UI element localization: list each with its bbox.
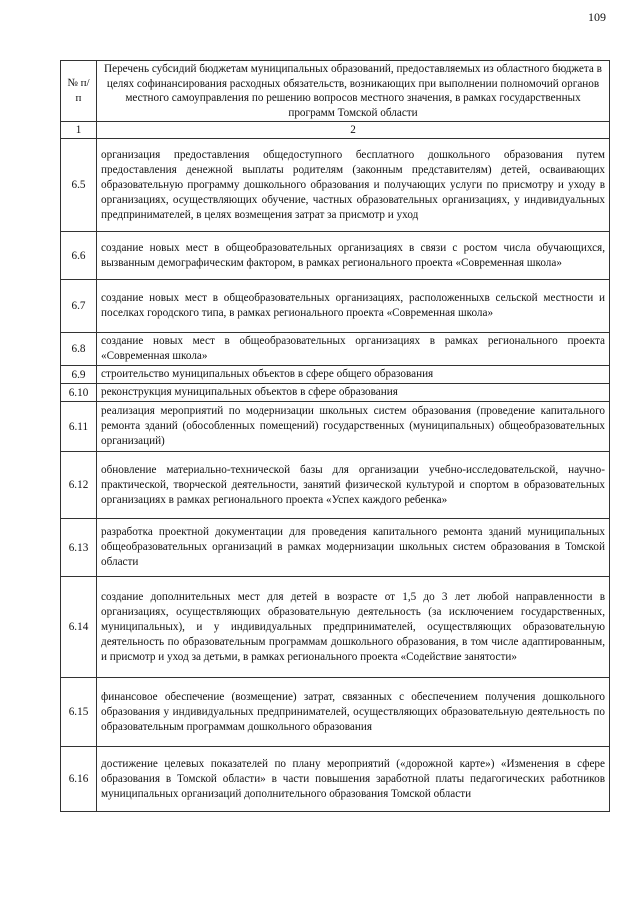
row-number: 6.12	[61, 452, 97, 519]
row-text: реконструкция муниципальных объектов в сфере образования	[97, 384, 610, 402]
table-header-row	[61, 61, 610, 122]
row-text: разработка проектной документации для проведения капитального ремонта зданий муниципальных общеобразовательных организаций в рамках модернизации школьных систем образования в Томской области	[97, 519, 610, 577]
row-number: 6.10	[61, 384, 97, 402]
row-number: 6.5	[61, 139, 97, 232]
row-text: создание новых мест в общеобразовательных организациях в связи с ростом числа обучающихся, вызванным демографическим фактором, в рамках регионального проекта «Современная школа»	[97, 232, 610, 280]
row-number: 6.6	[61, 232, 97, 280]
table-row	[61, 280, 610, 333]
row-text: организация предоставления общедоступного бесплатного дошкольного образования путем предоставления денежной выплаты родителям (законным представителям) детей, осваивающих образовательную программу дошкольного образования и получающих услуги по присмотру и уходу в организациях, осуществляющих обучение, частных образовательных организациях, у индивидуальных предпринимателей, в целях возмещения затрат за присмотр и уход	[97, 139, 610, 232]
row-number: 6.7	[61, 280, 97, 333]
row-number: 6.16	[61, 747, 97, 812]
table-row	[61, 747, 610, 812]
table-row	[61, 232, 610, 280]
table-row	[61, 452, 610, 519]
row-number: 6.13	[61, 519, 97, 577]
table-row	[61, 366, 610, 384]
row-number: 6.14	[61, 577, 97, 678]
column-header-number: № п/п	[61, 61, 97, 122]
column-index-1: 1	[61, 122, 97, 139]
row-text: обновление материально-технической базы для организации учебно-исследовательской, научно-практической, творческой деятельности, занятий физической культурой и спортом в образовательных организациях в рамках регионального проекта «Успех каждого ребенка»	[97, 452, 610, 519]
column-header-title: Перечень субсидий бюджетам муниципальных образований, предоставляемых из областного бюджета в целях софинансирования расходных обязательств, возникающих при выполнении полномочий органов местного самоуправления по решению вопросов местного значения, в рамках государственных программ Томской области	[97, 61, 610, 122]
table-row	[61, 577, 610, 678]
table-row	[61, 139, 610, 232]
table-row	[61, 384, 610, 402]
row-text: реализация мероприятий по модернизации школьных систем образования (проведение капитального ремонта зданий (обособленных помещений) государственных (муниципальных) общеобразовательных организаций)	[97, 402, 610, 452]
row-text: создание дополнительных мест для детей в возрасте от 1,5 до 3 лет любой направленности в организациях, осуществляющих образовательную деятельность (за исключением государственных, муниципальных), и у индивидуальных предпринимателей, осуществляющих образовательную деятельность по образовательным программам дошкольного образования, в том числе адаптированным, и присмотр и уход за детьми, в рамках регионального проекта «Содействие занятости»	[97, 577, 610, 678]
table-row	[61, 519, 610, 577]
row-text: достижение целевых показателей по плану мероприятий («дорожной карте») «Изменения в сфере образования в Томской области» в части повышения заработной платы педагогических работников муниципальных организаций дополнительного образования Томской области	[97, 747, 610, 812]
row-text: строительство муниципальных объектов в сфере общего образования	[97, 366, 610, 384]
row-text: финансовое обеспечение (возмещение) затрат, связанных с обеспечением получения дошкольного образования у индивидуальных предпринимателей, осуществляющих образовательную деятельность по образовательным программам дошкольного образования	[97, 678, 610, 747]
page-number: 109	[588, 10, 606, 24]
table-row	[61, 333, 610, 366]
table-row	[61, 678, 610, 747]
row-text: создание новых мест в общеобразовательных организациях, расположенныхв сельской местности и поселках городского типа, в рамках регионального проекта «Современная школа»	[97, 280, 610, 333]
row-number: 6.15	[61, 678, 97, 747]
column-index-2: 2	[97, 122, 610, 139]
row-number: 6.11	[61, 402, 97, 452]
table-row	[61, 402, 610, 452]
subsidies-table	[60, 60, 610, 812]
row-number: 6.8	[61, 333, 97, 366]
row-text: создание новых мест в общеобразовательных организациях в рамках регионального проекта «Современная школа»	[97, 333, 610, 366]
column-index-row	[61, 122, 610, 139]
row-number: 6.9	[61, 366, 97, 384]
